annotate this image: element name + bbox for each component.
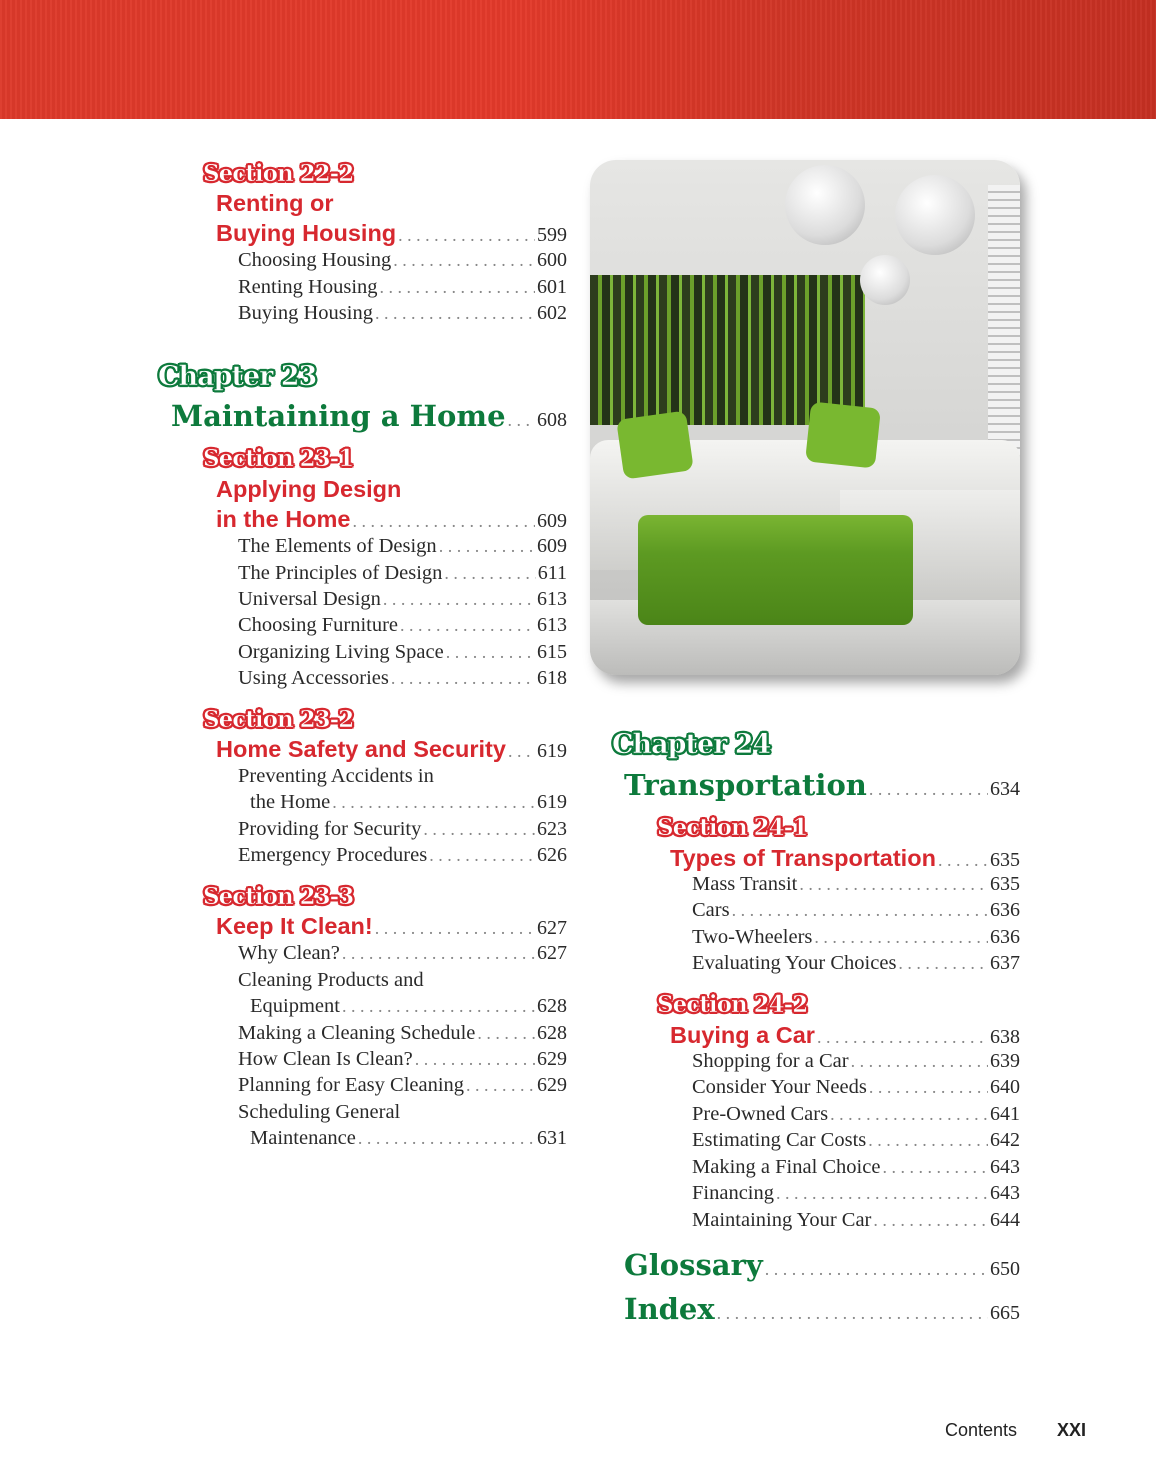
toc-title-label: Keep It Clean! (216, 913, 373, 939)
page-number-label: 628 (537, 1022, 567, 1044)
toc-item-label: Renting Housing (238, 276, 378, 298)
toc-entry-chapter[interactable] (612, 729, 770, 760)
living-room-photo (590, 160, 1020, 675)
toc-item-label: Planning for Easy Cleaning (238, 1074, 465, 1096)
toc-chapter-label: Chapter 23 (158, 361, 317, 392)
toc-entry-title[interactable] (216, 476, 401, 503)
dot-leader (352, 511, 535, 532)
dot-leader (898, 953, 988, 974)
toc-entry-item[interactable] (238, 1048, 567, 1071)
toc-item-label: Cleaning Products and (238, 969, 424, 991)
page-number-label: 601 (537, 276, 567, 298)
toc-entry-item[interactable] (238, 562, 567, 585)
toc-item-label: Mass Transit (692, 873, 798, 895)
page-number: XXI (1057, 1420, 1087, 1440)
toc-entry-title[interactable] (216, 913, 567, 940)
toc-section-label: Section 24-2 (657, 991, 808, 1018)
toc-entry-item[interactable] (238, 942, 567, 965)
toc-entry-item[interactable] (692, 926, 1020, 949)
toc-item-label: Consider Your Needs (692, 1076, 867, 1098)
toc-entry-item[interactable] (238, 588, 567, 611)
dot-leader (776, 1183, 988, 1204)
toc-entry-title[interactable] (670, 845, 1020, 872)
page-number-label: 635 (990, 849, 1020, 871)
toc-item-label: Choosing Furniture (238, 614, 399, 636)
green-pillow (616, 410, 694, 479)
toc-entry-item[interactable] (238, 614, 567, 637)
toc-entry-chapter[interactable] (158, 361, 316, 392)
page-number-label: 638 (990, 1026, 1020, 1048)
toc-section-label: Section 24-1 (657, 814, 808, 841)
toc-item-label: The Principles of Design (238, 562, 443, 584)
toc-entry-item[interactable] (238, 969, 424, 992)
toc-entry-section[interactable] (657, 814, 807, 841)
toc-item-label: Two-Wheelers (692, 926, 813, 948)
toc-section-label: Section 23-1 (203, 445, 354, 472)
toc-entry-item[interactable] (692, 1209, 1020, 1232)
dot-leader (380, 277, 535, 298)
toc-entry-section[interactable] (203, 883, 353, 910)
toc-entry-item[interactable] (692, 873, 1020, 896)
toc-title-label: Buying a Car (670, 1022, 815, 1048)
toc-entry-item[interactable] (692, 1050, 1020, 1073)
toc-item-label: Buying Housing (238, 302, 373, 324)
toc-entry-title[interactable] (216, 190, 334, 217)
toc-item-label: Scheduling General (238, 1101, 401, 1123)
page-number-label: 609 (537, 535, 567, 557)
toc-entry-item[interactable] (692, 952, 1020, 975)
toc-entry-item[interactable] (238, 1101, 400, 1124)
toc-item-label: Estimating Car Costs (692, 1129, 867, 1151)
toc-title-label: Buying Housing (216, 220, 397, 246)
page-number-label: 637 (990, 952, 1020, 974)
dot-leader (873, 1210, 988, 1231)
toc-entry-major[interactable] (624, 768, 1020, 802)
dot-leader (851, 1051, 988, 1072)
toc-entry-item[interactable] (692, 899, 1020, 922)
toc-title-label: Applying Design (216, 476, 402, 502)
toc-major-label: Glossary (624, 1248, 763, 1282)
toc-major-label: Transportation (624, 768, 867, 802)
toc-entry-item[interactable] (238, 641, 567, 664)
toc-item-label: Choosing Housing (238, 249, 392, 271)
page-number-label: 627 (537, 917, 567, 939)
toc-entry-item[interactable] (692, 1129, 1020, 1152)
toc-entry-item[interactable] (692, 1103, 1020, 1126)
dot-leader (398, 225, 535, 246)
page-number-label: 636 (990, 926, 1020, 948)
green-ottoman (638, 515, 913, 625)
toc-entry-section[interactable] (203, 706, 353, 733)
dot-leader (358, 1128, 535, 1149)
toc-entry-major[interactable] (624, 1248, 1020, 1282)
page-number-label: 608 (537, 409, 567, 431)
toc-entry-item[interactable] (238, 276, 567, 299)
toc-section-label: Section 22-2 (203, 160, 354, 187)
toc-item-label: Emergency Procedures (238, 844, 428, 866)
page-number-label: 650 (990, 1258, 1020, 1280)
dot-leader (423, 819, 535, 840)
toc-entry-cont[interactable] (250, 995, 567, 1018)
window-blinds (988, 185, 1020, 455)
footer-label: Contents (945, 1420, 1018, 1440)
green-pillow (805, 402, 881, 469)
toc-title-label: in the Home (216, 506, 351, 532)
dot-leader (830, 1104, 988, 1125)
toc-entry-item[interactable] (238, 249, 567, 272)
pendant-lamp (895, 175, 975, 255)
dot-leader (342, 996, 535, 1017)
dot-leader (508, 741, 535, 762)
dot-leader (439, 536, 535, 557)
toc-item-label: Providing for Security (238, 818, 422, 840)
toc-entry-section[interactable] (657, 991, 807, 1018)
toc-entry-major[interactable] (624, 1292, 1020, 1326)
dot-leader (400, 615, 535, 636)
toc-cont-label: the Home (250, 791, 331, 813)
dot-leader (429, 845, 535, 866)
toc-entry-section[interactable] (203, 160, 353, 187)
toc-item-label: Organizing Living Space (238, 641, 444, 663)
page-number-label: 665 (990, 1302, 1020, 1324)
page-number-label: 609 (537, 510, 567, 532)
dot-leader (869, 1077, 988, 1098)
toc-item-label: Shopping for a Car (692, 1050, 849, 1072)
dot-leader (508, 410, 535, 431)
toc-item-label: Cars (692, 899, 730, 921)
page-number-label: 644 (990, 1209, 1020, 1231)
dot-leader (383, 589, 535, 610)
dot-leader (375, 303, 535, 324)
dot-leader (342, 943, 535, 964)
dot-leader (477, 1023, 535, 1044)
toc-entry-item[interactable] (692, 1156, 1020, 1179)
page-number-label: 627 (537, 942, 567, 964)
page-number-label: 626 (537, 844, 567, 866)
toc-entry-title[interactable] (216, 506, 567, 533)
page-number-label: 639 (990, 1050, 1020, 1072)
dot-leader (391, 668, 535, 689)
page-number-label: 629 (537, 1048, 567, 1070)
dot-leader (732, 900, 988, 921)
page-number-label: 635 (990, 873, 1020, 895)
toc-item-label: Using Accessories (238, 667, 389, 689)
dot-leader (375, 918, 535, 939)
dot-leader (938, 850, 988, 871)
toc-item-label: Making a Final Choice (692, 1156, 881, 1178)
toc-entry-item[interactable] (238, 302, 567, 325)
dot-leader (332, 792, 535, 813)
toc-major-label: Index (624, 1292, 715, 1326)
dot-leader (799, 874, 988, 895)
toc-section-label: Section 23-3 (203, 883, 354, 910)
toc-entry-item[interactable] (692, 1182, 1020, 1205)
page-number-label: 628 (537, 995, 567, 1017)
toc-entry-title[interactable] (216, 220, 567, 247)
page-number-label: 634 (990, 778, 1020, 800)
page-number-label: 643 (990, 1156, 1020, 1178)
toc-cont-label: Maintenance (250, 1127, 356, 1149)
toc-item-label: Making a Cleaning Schedule (238, 1022, 476, 1044)
page-number-label: 642 (990, 1129, 1020, 1151)
page-number-label: 629 (537, 1074, 567, 1096)
toc-entry-title[interactable] (670, 1022, 1020, 1049)
toc-item-label: Preventing Accidents in (238, 765, 434, 787)
dot-leader (446, 642, 535, 663)
page-number-label: 618 (537, 667, 567, 689)
page-number-label: 600 (537, 249, 567, 271)
dot-leader (765, 1259, 988, 1280)
toc-item-label: Maintaining Your Car (692, 1209, 872, 1231)
page-number-label: 640 (990, 1076, 1020, 1098)
toc-major-label: Maintaining a Home (171, 399, 506, 433)
page-number-label: 641 (990, 1103, 1020, 1125)
page-number-label: 643 (990, 1182, 1020, 1204)
dot-leader (415, 1049, 535, 1070)
dot-leader (814, 927, 988, 948)
page-number-label: 602 (537, 302, 567, 324)
pendant-lamp (860, 255, 910, 305)
toc-entry-item[interactable] (238, 844, 567, 867)
page-number-label: 619 (537, 740, 567, 762)
toc-entry-item[interactable] (238, 667, 567, 690)
toc-entry-major[interactable] (171, 399, 567, 433)
toc-section-label: Section 23-2 (203, 706, 354, 733)
page-number-label: 613 (537, 588, 567, 610)
dot-leader (868, 1130, 988, 1151)
dot-leader (869, 779, 988, 800)
page-number-label: 615 (537, 641, 567, 663)
toc-item-label: How Clean Is Clean? (238, 1048, 413, 1070)
dot-leader (882, 1157, 988, 1178)
toc-cont-label: Equipment (250, 995, 340, 1017)
header-banner (0, 0, 1156, 119)
toc-item-label: The Elements of Design (238, 535, 437, 557)
toc-entry-cont[interactable] (250, 1127, 567, 1150)
toc-item-label: Why Clean? (238, 942, 340, 964)
toc-item-label: Financing (692, 1182, 774, 1204)
toc-entry-item[interactable] (692, 1076, 1020, 1099)
toc-entry-item[interactable] (238, 535, 567, 558)
toc-entry-item[interactable] (238, 1074, 567, 1097)
toc-entry-cont[interactable] (250, 791, 567, 814)
pendant-lamp (785, 165, 865, 245)
toc-entry-item[interactable] (238, 765, 434, 788)
toc-item-label: Pre-Owned Cars (692, 1103, 829, 1125)
page-number-label: 631 (537, 1127, 567, 1149)
page-number-label: 619 (537, 791, 567, 813)
dot-leader (466, 1075, 535, 1096)
dot-leader (817, 1027, 988, 1048)
toc-entry-title[interactable] (216, 736, 567, 763)
page-number-label: 623 (537, 818, 567, 840)
page-number-label: 636 (990, 899, 1020, 921)
dot-leader (717, 1303, 988, 1324)
toc-entry-item[interactable] (238, 1022, 567, 1045)
toc-entry-section[interactable] (203, 445, 353, 472)
toc-item-label: Evaluating Your Choices (692, 952, 897, 974)
toc-entry-item[interactable] (238, 818, 567, 841)
toc-title-label: Home Safety and Security (216, 736, 506, 762)
dot-leader (444, 563, 535, 584)
toc-title-label: Renting or (216, 190, 334, 216)
toc-chapter-label: Chapter 24 (612, 729, 771, 760)
page-number-label: 613 (537, 614, 567, 636)
dot-leader (393, 250, 535, 271)
page-number-label: 599 (537, 224, 567, 246)
toc-title-label: Types of Transportation (670, 845, 936, 871)
page-number-label: 611 (537, 562, 567, 584)
toc-item-label: Universal Design (238, 588, 381, 610)
